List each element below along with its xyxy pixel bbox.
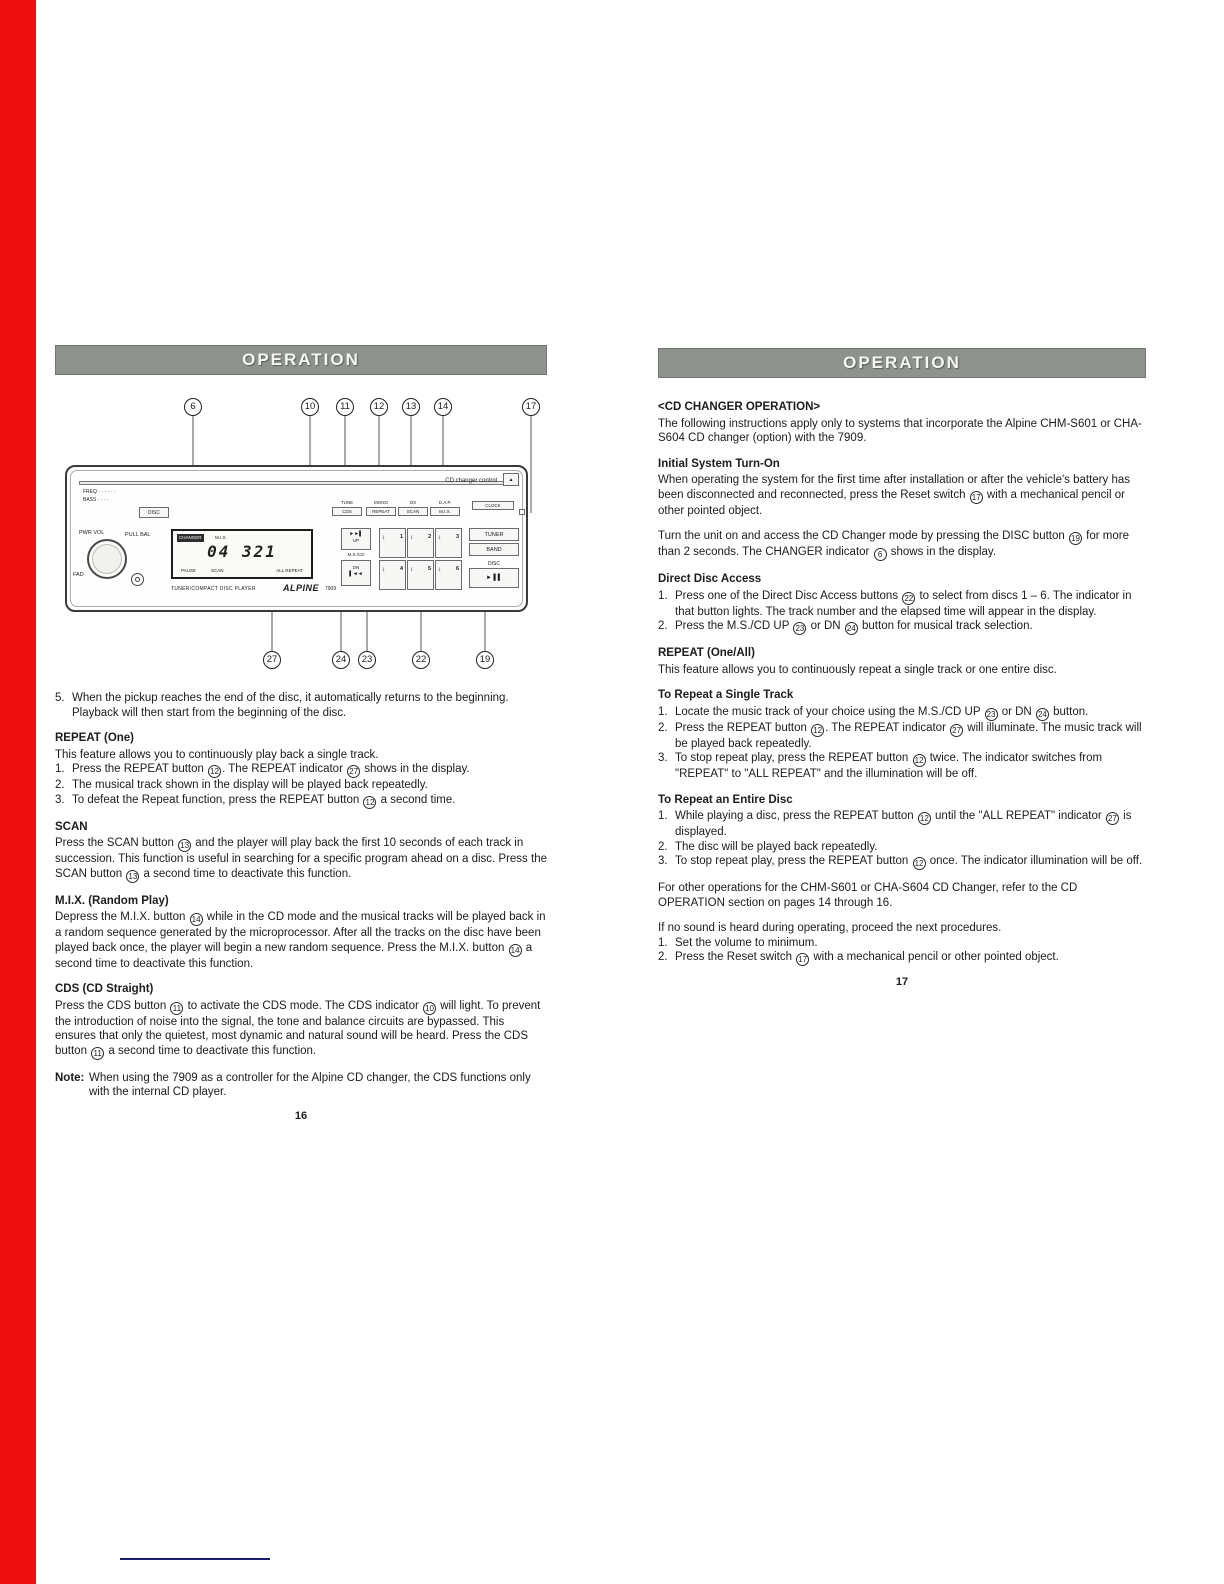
item-number: 3. — [55, 793, 65, 806]
tune-label: TUNE — [340, 500, 354, 505]
callout-13: 13 — [402, 398, 420, 416]
section-repeat-single-track — [658, 688, 1146, 782]
item-text: Locate the music track of your choice using the M.S./CD UP 23 or DN 24 button. — [675, 705, 1089, 719]
list-item — [55, 793, 547, 809]
section-repeat-one-all — [658, 646, 1146, 677]
page-number-16: 16 — [294, 1109, 308, 1122]
item-text: The disc will be played back repeatedly. — [675, 840, 878, 853]
rewind-icon: ▌◄◄ — [349, 571, 363, 577]
mix-button: M.I.X. — [430, 507, 460, 516]
section-no-sound — [658, 921, 1146, 966]
clock-button: CLOCK — [472, 501, 514, 510]
item-text: Set the volume to minimum. — [675, 936, 818, 949]
section-title: <CD CHANGER OPERATION> — [658, 401, 821, 413]
section-initial-system-turn-on — [658, 457, 1146, 562]
volume-knob — [87, 539, 127, 579]
section-scan — [55, 820, 547, 883]
up-label: UP — [352, 538, 360, 543]
dx-label: DX — [409, 500, 417, 505]
updown-arrow-icon: ↕ — [438, 567, 441, 573]
callout-19: 19 — [476, 651, 494, 669]
operation-header-right: OPERATION — [658, 348, 1146, 378]
fad-label: FAD — [73, 572, 84, 578]
item-number: 2. — [658, 840, 668, 853]
disc-button-5 — [407, 560, 434, 590]
note-block — [55, 1071, 547, 1100]
mono-label: MONO — [374, 500, 388, 505]
callout-23: 23 — [358, 651, 376, 669]
fast-forward-icon: ►►▌ — [349, 531, 363, 537]
scan-button-stack — [398, 500, 428, 516]
section-title: To Repeat an Entire Disc — [658, 793, 793, 806]
all-repeat-indicator: ALL REPEAT — [276, 568, 303, 573]
item-number: 2. — [658, 620, 668, 632]
cd-changer-control-label: CD changer control — [445, 478, 497, 484]
callout-22: 22 — [412, 651, 430, 669]
pull-bal-label: PULL BAL — [125, 532, 151, 538]
section-cd-changer-operation — [658, 400, 1146, 446]
section-body: The following instructions apply only to systems that incorporate the Alpine CHM-S601 or CHA-S604 CD changer (option) with the 7909. — [658, 417, 1142, 444]
item-text: To defeat the Repeat function, press the REPEAT button 12 a second time. — [72, 793, 456, 807]
section-title: Initial System Turn-On — [658, 457, 780, 470]
lcd-display — [171, 529, 313, 579]
section-mix — [55, 894, 547, 972]
item-number: 2. — [658, 721, 668, 734]
note-label: Note: — [55, 1071, 85, 1084]
item-text: The musical track shown in the display will be played back repeatedly. — [72, 779, 428, 791]
item-text: Press the REPEAT button 12 . The REPEAT indicator 27 will illuminate. The music track will be played back repeatedly. — [675, 721, 1142, 750]
item-text: While playing a disc, press the REPEAT button 12 until the "ALL REPEAT" indicator 27 is displayed. — [675, 810, 1132, 838]
clock-button-stack — [472, 500, 514, 510]
callout-6: 6 — [184, 398, 202, 416]
section-body: This feature allows you to continuously repeat a single track or one entire disc. — [658, 663, 1057, 676]
cds-button-stack — [332, 500, 362, 516]
section-paragraph: Turn the unit on and access the CD Changer mode by pressing the DISC button 19 for more than 2 seconds. The CHANGER indicator 6 shows in the display. — [658, 530, 1129, 559]
repeat-button: REPEAT — [366, 507, 396, 516]
callout-17: 17 — [522, 398, 540, 416]
changer-indicator: CHANGER — [179, 535, 202, 540]
item-text: To stop repeat play, press the REPEAT button 12 once. The indicator illumination will be off. — [675, 855, 1143, 868]
reset-switch — [519, 509, 525, 515]
disc-number: 1 — [399, 534, 403, 540]
item-number: 3. — [658, 855, 668, 867]
display-digits: 04 321 — [207, 542, 277, 561]
note-text: When using the 7909 as a controller for the Alpine CD changer, the CDS functions only with the internal CD player. — [89, 1071, 531, 1098]
list-item — [658, 751, 1146, 782]
item-text: Press the M.S./CD UP 23 or DN 24 button for musical track selection. — [675, 620, 1033, 633]
list-item — [658, 840, 1146, 855]
item-text: To stop repeat play, press the REPEAT button 12 twice. The indicator switches from "REPEAT" to "ALL REPEAT" and the illumination will be off. — [675, 752, 1103, 780]
section-intro: This feature allows you to continuously play back a single track. — [55, 748, 379, 761]
step-5 — [55, 691, 547, 720]
disc-button-4 — [379, 560, 406, 590]
disc-button-2 — [407, 528, 434, 558]
eject-button: ▲ — [503, 473, 519, 486]
mix-indicator: M.I.X. — [215, 535, 227, 540]
section-title: CDS (CD Straight) — [55, 983, 154, 995]
callout-24: 24 — [332, 651, 350, 669]
callout-27: 27 — [263, 651, 281, 669]
other-operations-paragraph — [658, 881, 1146, 910]
callout-10: 10 — [301, 398, 319, 416]
section-repeat-entire-disc — [658, 793, 1146, 871]
operation-header-left: OPERATION — [55, 345, 547, 375]
stereo-unit-body — [65, 465, 528, 612]
section-repeat-one — [55, 731, 547, 809]
page-number-17: 17 — [895, 976, 909, 988]
section-direct-disc-access — [658, 572, 1146, 635]
disc-number: 2 — [427, 534, 431, 540]
list-item — [55, 778, 547, 793]
section-title: REPEAT (One) — [55, 732, 135, 744]
dn-label: DN — [352, 565, 360, 570]
dap-label: D.A.P. — [438, 500, 452, 505]
repeat-button-stack — [366, 500, 396, 516]
section-intro: If no sound is heard during operating, proceed the next procedures. — [658, 922, 1002, 934]
callout-11: 11 — [336, 398, 354, 416]
list-item — [658, 721, 1146, 752]
section-title: Direct Disc Access — [658, 573, 762, 585]
item-number: 3. — [658, 752, 668, 764]
section-cds — [55, 982, 547, 1060]
item-text: Press one of the Direct Disc Access buttons 22 to select from discs 1 – 6. The indicator in that button lights. The track number and the elapsed time will appear in the display. — [675, 589, 1132, 618]
list-item — [55, 762, 547, 778]
item-text: Press the REPEAT button 12 . The REPEAT indicator 27 shows in the display. — [72, 763, 470, 776]
section-paragraph: When operating the system for the first time after installation or after the vehicle's battery has been disconnected and reconnected, press the Reset switch 17 with a mechanical pencil or other pointed object. — [658, 474, 1130, 517]
cds-button: CDS — [332, 507, 362, 516]
tuner-button: TUNER — [469, 528, 519, 541]
section-body: Press the SCAN button 13 and the player will play back the first 10 seconds of each track in succession. This function is useful in searching for a specific program ahead on a disc. Press the SCAN button 13 a second time to deactivate this function. — [55, 837, 547, 881]
item-number: 1. — [658, 589, 668, 602]
disc-button-6 — [435, 560, 462, 590]
footer-rule — [120, 1558, 270, 1560]
updown-arrow-icon: ↕ — [410, 535, 413, 541]
ms-cd-up-button — [341, 528, 371, 550]
section-title: M.I.X. (Random Play) — [55, 894, 169, 907]
compact-disc-logo — [131, 573, 144, 586]
callout-14: 14 — [434, 398, 452, 416]
list-item — [658, 854, 1146, 870]
disc-number: 6 — [455, 566, 459, 572]
list-item — [658, 950, 1146, 966]
updown-arrow-icon: ↕ — [382, 535, 385, 541]
disc-button-label: DISC — [488, 561, 500, 567]
item-number: 1. — [658, 810, 668, 822]
item-text: Press the Reset switch 17 with a mechanical pencil or other pointed object. — [675, 951, 1059, 964]
callout-12: 12 — [370, 398, 388, 416]
scan-indicator: SCAN — [211, 568, 224, 573]
mix-button-stack — [430, 500, 460, 516]
disc-number: 5 — [427, 566, 431, 572]
item-number: 1. — [658, 705, 668, 718]
section-title: To Repeat a Single Track — [658, 689, 794, 701]
tuner-cd-player-strip-label: TUNER/COMPACT DISC PLAYER — [171, 586, 256, 592]
scan-button: SCAN — [398, 507, 428, 516]
bass-readout: BASS · · · · — [83, 497, 109, 503]
manual-page-16 — [55, 345, 547, 1123]
manual-page-17 — [658, 348, 1146, 990]
alpine-brand-logo: ALPINE — [283, 583, 320, 593]
play-pause-button: ► ▌▌ — [469, 568, 519, 588]
ms-cd-label: M.S./CD — [347, 552, 365, 557]
pwr-vol-label: PWR VOL — [79, 530, 105, 536]
section-body: For other operations for the CHM-S601 or CHA-S604 CD Changer, refer to the CD OPERATION section on pages 14 through 16. — [658, 882, 1078, 909]
step-number: 5. — [55, 692, 65, 704]
section-body: Depress the M.I.X. button 14 while in the CD mode and the musical tracks will be played back in a random sequence generated by the microprocessor. After all the tracks on the disc have been played back once, the player will begin a new random sequence. Press the M.I.X. button 14 a second time to deactivate this function. — [55, 911, 546, 970]
list-item — [658, 936, 1146, 951]
red-edge-stripe — [0, 0, 36, 1584]
item-number: 2. — [55, 779, 65, 791]
updown-arrow-icon: ↕ — [438, 535, 441, 541]
disc-number: 3 — [455, 534, 459, 540]
list-item — [658, 589, 1146, 620]
item-number: 1. — [55, 763, 65, 775]
list-item — [658, 705, 1146, 721]
disc-slot-label: DISC — [139, 507, 169, 518]
ms-cd-dn-button — [341, 560, 371, 586]
band-button: BAND — [469, 543, 519, 556]
section-title: REPEAT (One/All) — [658, 647, 755, 659]
list-item — [658, 619, 1146, 635]
updown-arrow-icon: ↕ — [382, 567, 385, 573]
step-text: When the pickup reaches the end of the disc, it automatically returns to the beginning. Playback will then start from the beginning of the disc. — [72, 692, 509, 719]
model-number: 7909 — [325, 586, 337, 592]
updown-arrow-icon: ↕ — [410, 567, 413, 573]
section-title: SCAN — [55, 820, 88, 833]
disc-button-1 — [379, 528, 406, 558]
item-number: 2. — [658, 951, 668, 963]
list-item — [658, 809, 1146, 840]
pause-indicator: PAUSE — [181, 568, 196, 573]
freq-readout: FREQ · · · · · · — [83, 489, 116, 495]
disc-button-3 — [435, 528, 462, 558]
disc-number: 4 — [399, 566, 403, 572]
item-number: 1. — [658, 936, 668, 949]
section-body: Press the CDS button 11 to activate the CDS mode. The CDS indicator 10 will light. To prevent the introduction of noise into the signal, the tone and balance circuits are bypassed. This ensures that only the quietest, most dynamic and natural sound will be heard. Press the CDS button 11 a second time to deactivate this function. — [55, 999, 541, 1058]
stereo-front-panel-diagram — [55, 385, 547, 680]
